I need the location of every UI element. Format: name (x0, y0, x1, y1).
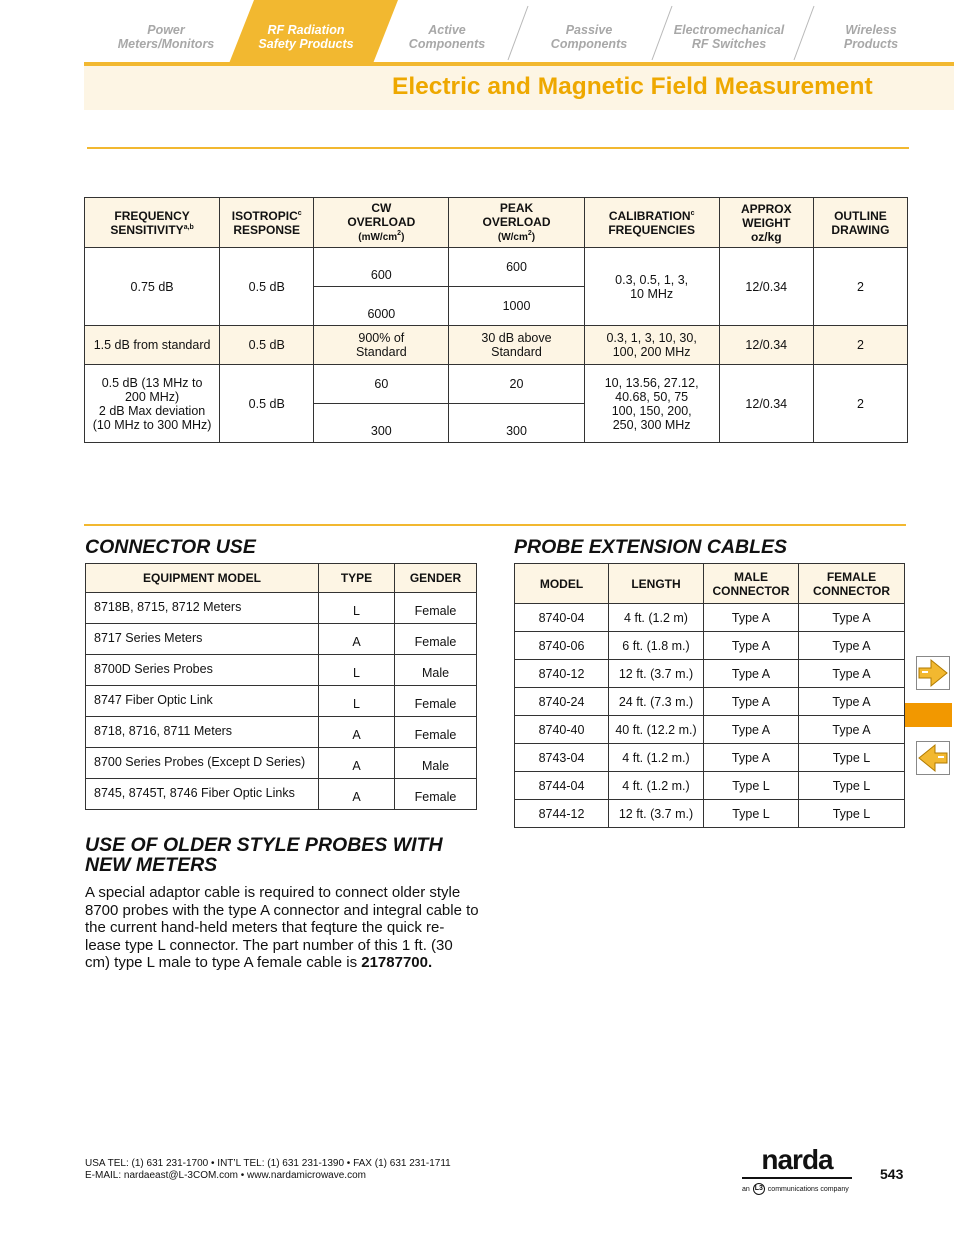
spec-row-1 (85, 248, 908, 287)
cell-outline: 2 (813, 365, 907, 443)
cell-peak: 30 dB above Standard (449, 326, 584, 365)
cell-outline: 2 (813, 326, 907, 365)
cable-row: 8740-24 24 ft. (7.3 m.) Type A Type A (515, 688, 905, 716)
footer-contact (85, 1158, 451, 1182)
narda-logo: narda an L3 communications company (742, 1145, 852, 1195)
cell-cw: 300 (314, 404, 449, 443)
arrow-right-icon[interactable] (916, 656, 950, 690)
connector-row: 8747 Fiber Optic Link L Female (86, 686, 477, 717)
arrow-left-icon[interactable] (916, 741, 950, 775)
section-indicator-tab (905, 703, 952, 727)
connector-row: 8700D Series Probes L Male (86, 655, 477, 686)
cable-row: 8743-04 4 ft. (1.2 m.) Type A Type L (515, 744, 905, 772)
cell-weight: 12/0.34 (719, 365, 813, 443)
cable-row: 8740-06 6 ft. (1.8 m.) Type A Type A (515, 632, 905, 660)
cell-freq-sensitivity: 0.5 dB (13 MHz to 200 MHz) 2 dB Max deviation (10 MHz to 300 MHz) (85, 365, 220, 443)
cable-row: 8740-40 40 ft. (12.2 m.) Type A Type A (515, 716, 905, 744)
tab-passive-components[interactable]: Passive Components (550, 23, 628, 51)
cell-peak: 600 (449, 248, 584, 287)
connector-row: 8717 Series Meters A Female (86, 624, 477, 655)
l3-logo-icon: L3 (753, 1183, 765, 1195)
header-isotropic-response: ISOTROPIC$^c$ RESPONSE (220, 198, 314, 248)
cable-row: 8740-12 12 ft. (3.7 m.) Type A Type A (515, 660, 905, 688)
tab-electromechanical[interactable]: Electromechanical RF Switches (673, 23, 785, 51)
header-male-connector: MALE CONNECTOR (704, 564, 799, 604)
divider-middle (84, 524, 906, 526)
header-outline-drawing: OUTLINE DRAWING (813, 198, 907, 248)
cell-cw: 60 (314, 365, 449, 404)
cell-cw: 6000 (314, 287, 449, 326)
footer-email-line: E-MAIL: nardaeast@L-3COM.com • www.nardamicrowave.com (85, 1170, 366, 1181)
header-frequency-sensitivity: FREQUENCY SENSITIVITY$^{a,b}$ (85, 198, 220, 248)
cell-cw: 600 (314, 248, 449, 287)
page-number: 543 (880, 1166, 904, 1182)
cell-freq-sensitivity: 0.75 dB (85, 248, 220, 326)
connector-row: 8700 Series Probes (Except D Series) A Male (86, 748, 477, 779)
cell-weight: 12/0.34 (719, 248, 813, 326)
cell-calibration: 0.3, 0.5, 1, 3, 10 MHz (584, 248, 719, 326)
spec-row-3 (85, 365, 908, 404)
connector-use-heading: CONNECTOR USE (85, 536, 256, 558)
older-probes-text: A special adaptor cable is required to connect older style 8700 probes with the type A connector and integral cable to the current hand-held meters that feqture the quick re-lease type L connector. The part number of this 1 ft. (30 cm) type L male to type A female cable is 21787700. (85, 884, 479, 971)
footer-phone-line: USA TEL: (1) 631 231-1700 • INT’L TEL: (1) 631 231-1390 • FAX (1) 631 231-1711 (85, 1158, 451, 1169)
probe-cables-heading: PROBE EXTENSION CABLES (514, 536, 788, 558)
header-length: LENGTH (609, 564, 704, 604)
part-number: 21787700. (361, 954, 433, 971)
cell-peak: 300 (449, 404, 584, 443)
cell-isotropic: 0.5 dB (220, 365, 314, 443)
cell-freq-sensitivity: 1.5 dB from standard (85, 326, 220, 365)
header-female-connector: FEMALE CONNECTOR (799, 564, 905, 604)
header-peak-overload: PEAK OVERLOAD $(W/cm^2)$ (449, 198, 584, 248)
connector-row: 8745, 8745T, 8746 Fiber Optic Links A Female (86, 779, 477, 810)
tab-power-meters[interactable]: Power Meters/Monitors (117, 23, 215, 51)
cell-isotropic: 0.5 dB (220, 248, 314, 326)
spec-row-2 (85, 326, 908, 365)
cable-row: 8744-04 4 ft. (1.2 m.) Type L Type L (515, 772, 905, 800)
cell-outline: 2 (813, 248, 907, 326)
spec-table (84, 197, 908, 443)
divider-top (87, 147, 909, 149)
older-probes-heading: USE OF OLDER STYLE PROBES WITH NEW METERS (85, 834, 443, 876)
tab-wireless-products[interactable]: Wireless Products (843, 23, 899, 51)
connector-row: 8718, 8716, 8711 Meters A Female (86, 717, 477, 748)
header-approx-weight: APPROX WEIGHT oz/kg (719, 198, 813, 248)
cell-calibration: 10, 13.56, 27.12, 40.68, 50, 75 100, 150, 200, 250, 300 MHz (584, 365, 719, 443)
header-type: TYPE (319, 564, 395, 593)
cell-weight: 12/0.34 (719, 326, 813, 365)
cell-cw: 900% of Standard (314, 326, 449, 365)
header-gender: GENDER (395, 564, 477, 593)
header-cw-overload: CW OVERLOAD $(mW/cm^2)$ (314, 198, 449, 248)
cell-peak: 20 (449, 365, 584, 404)
header-calibration-frequencies: CALIBRATION$^c$ FREQUENCIES (584, 198, 719, 248)
probe-cables-table (514, 563, 905, 828)
tab-active-components[interactable]: Active Components (408, 23, 486, 51)
cell-peak: 1000 (449, 287, 584, 326)
connector-row: 8718B, 8715, 8712 Meters L Female (86, 593, 477, 624)
connector-use-table (85, 563, 477, 810)
cable-row: 8740-04 4 ft. (1.2 m) Type A Type A (515, 604, 905, 632)
header-equipment-model: EQUIPMENT MODEL (86, 564, 319, 593)
cell-isotropic: 0.5 dB (220, 326, 314, 365)
page-title: Electric and Magnetic Field Measurement (392, 73, 873, 100)
tab-rf-radiation-safety[interactable]: RF Radiation Safety Products (258, 23, 354, 51)
cable-row: 8744-12 12 ft. (3.7 m.) Type L Type L (515, 800, 905, 828)
header-model: MODEL (515, 564, 609, 604)
cell-calibration: 0.3, 1, 3, 10, 30, 100, 200 MHz (584, 326, 719, 365)
